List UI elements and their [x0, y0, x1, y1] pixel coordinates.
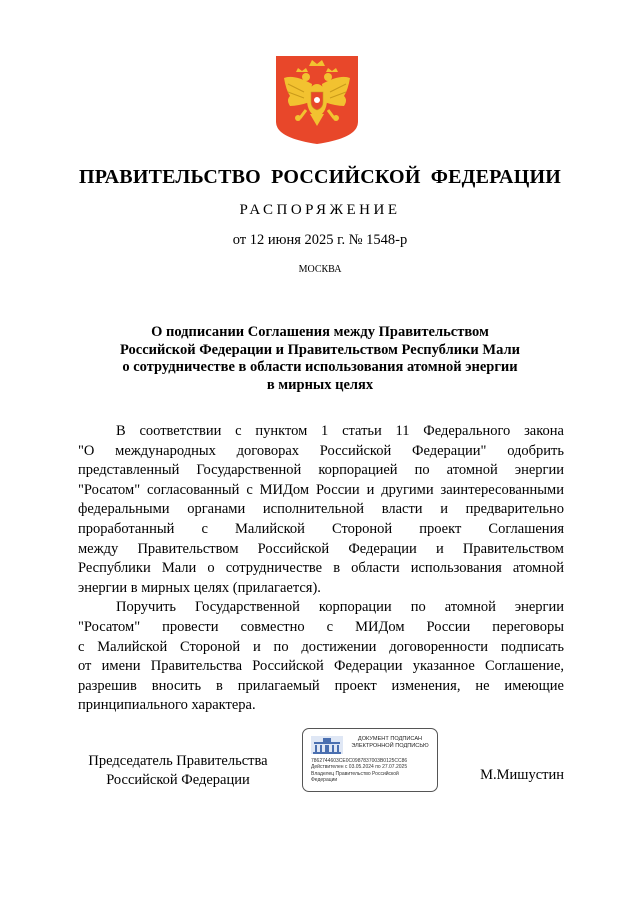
subject-line: о сотрудничестве в области использования атомной энергии: [122, 359, 518, 375]
government-title: ПРАВИТЕЛЬСТВО РОССИЙСКОЙ ФЕДЕРАЦИИ: [79, 166, 561, 188]
russian-coat-of-arms-icon: [276, 56, 358, 144]
stamp-owner: Федерации: [311, 777, 338, 784]
stamp-owner: Владелец Правительство Российской: [311, 770, 399, 777]
document-subject: [60, 324, 580, 394]
government-building-icon: [310, 735, 344, 755]
body-line: федеральными органами исполнительной власти и предварительно: [78, 501, 564, 518]
body-line: Республики Мали о сотрудничестве в области использования атомной: [78, 560, 564, 577]
body-line: разрешив вносить в прилагаемый проект изменения, не имеющие: [78, 677, 564, 694]
document-city: МОСКВА: [298, 264, 342, 275]
paragraph: [78, 598, 564, 716]
document-type: РАСПОРЯЖЕНИЕ: [239, 202, 401, 218]
body-line: "Росатом" провести совместно с МИДом России переговоры: [78, 618, 564, 635]
body-line: "О международных договорах Российской Федерации" одобрить: [78, 442, 564, 459]
stamp-heading-line: ДОКУМЕНТ ПОДПИСАН: [357, 736, 423, 742]
paragraph: [78, 422, 564, 598]
body-line: с Малийской Стороной и по достижении договоренности подписать: [78, 638, 564, 655]
electronic-signature-stamp: [302, 728, 438, 792]
body-line: "Росатом" согласованный с МИДом России и другими заинтересованными: [78, 481, 564, 498]
body-line: энергии в мирных целях (прилагается).: [78, 579, 321, 596]
subject-line: О подписании Соглашения между Правительством: [151, 324, 489, 340]
stamp-heading: [347, 736, 433, 750]
position-line: Председатель Правительства: [88, 753, 268, 769]
stamp-validity: Действителен с 03.05.2024 по 27.07.2025: [311, 764, 408, 771]
stamp-details: [311, 758, 435, 784]
stamp-heading-line: ЭЛЕКТРОННОЙ ПОДПИСЬЮ: [351, 743, 429, 749]
document-body: [78, 422, 564, 716]
document-date-number: от 12 июня 2025 г. № 1548-р: [232, 232, 408, 248]
position-line: Российской Федерации: [106, 772, 250, 788]
body-line: В соответствии с пунктом 1 статьи 11 Федерального закона: [116, 423, 564, 439]
body-line: от имени Правительства Российской Федерации указанное Соглашение,: [78, 658, 564, 675]
body-line: представленный Государственной корпорацией по атомной энергии: [78, 462, 564, 479]
body-line: проработанный с Малийской Стороной проект Соглашения: [78, 520, 564, 537]
stamp-serial: 7862744603CE0C0987837003B0125CC86: [311, 758, 408, 764]
subject-line: Российской Федерации и Правительством Республики Мали: [120, 341, 520, 358]
subject-line: в мирных целях: [266, 376, 374, 393]
body-line: между Правительством Российской Федерации и Правительством: [78, 540, 564, 557]
body-line: принципиального характера.: [78, 697, 256, 714]
signatory-name: М.Мишустин: [480, 767, 564, 783]
body-line: Поручить Государственной корпорации по атомной энергии: [116, 599, 564, 616]
signatory-position: [78, 752, 278, 790]
